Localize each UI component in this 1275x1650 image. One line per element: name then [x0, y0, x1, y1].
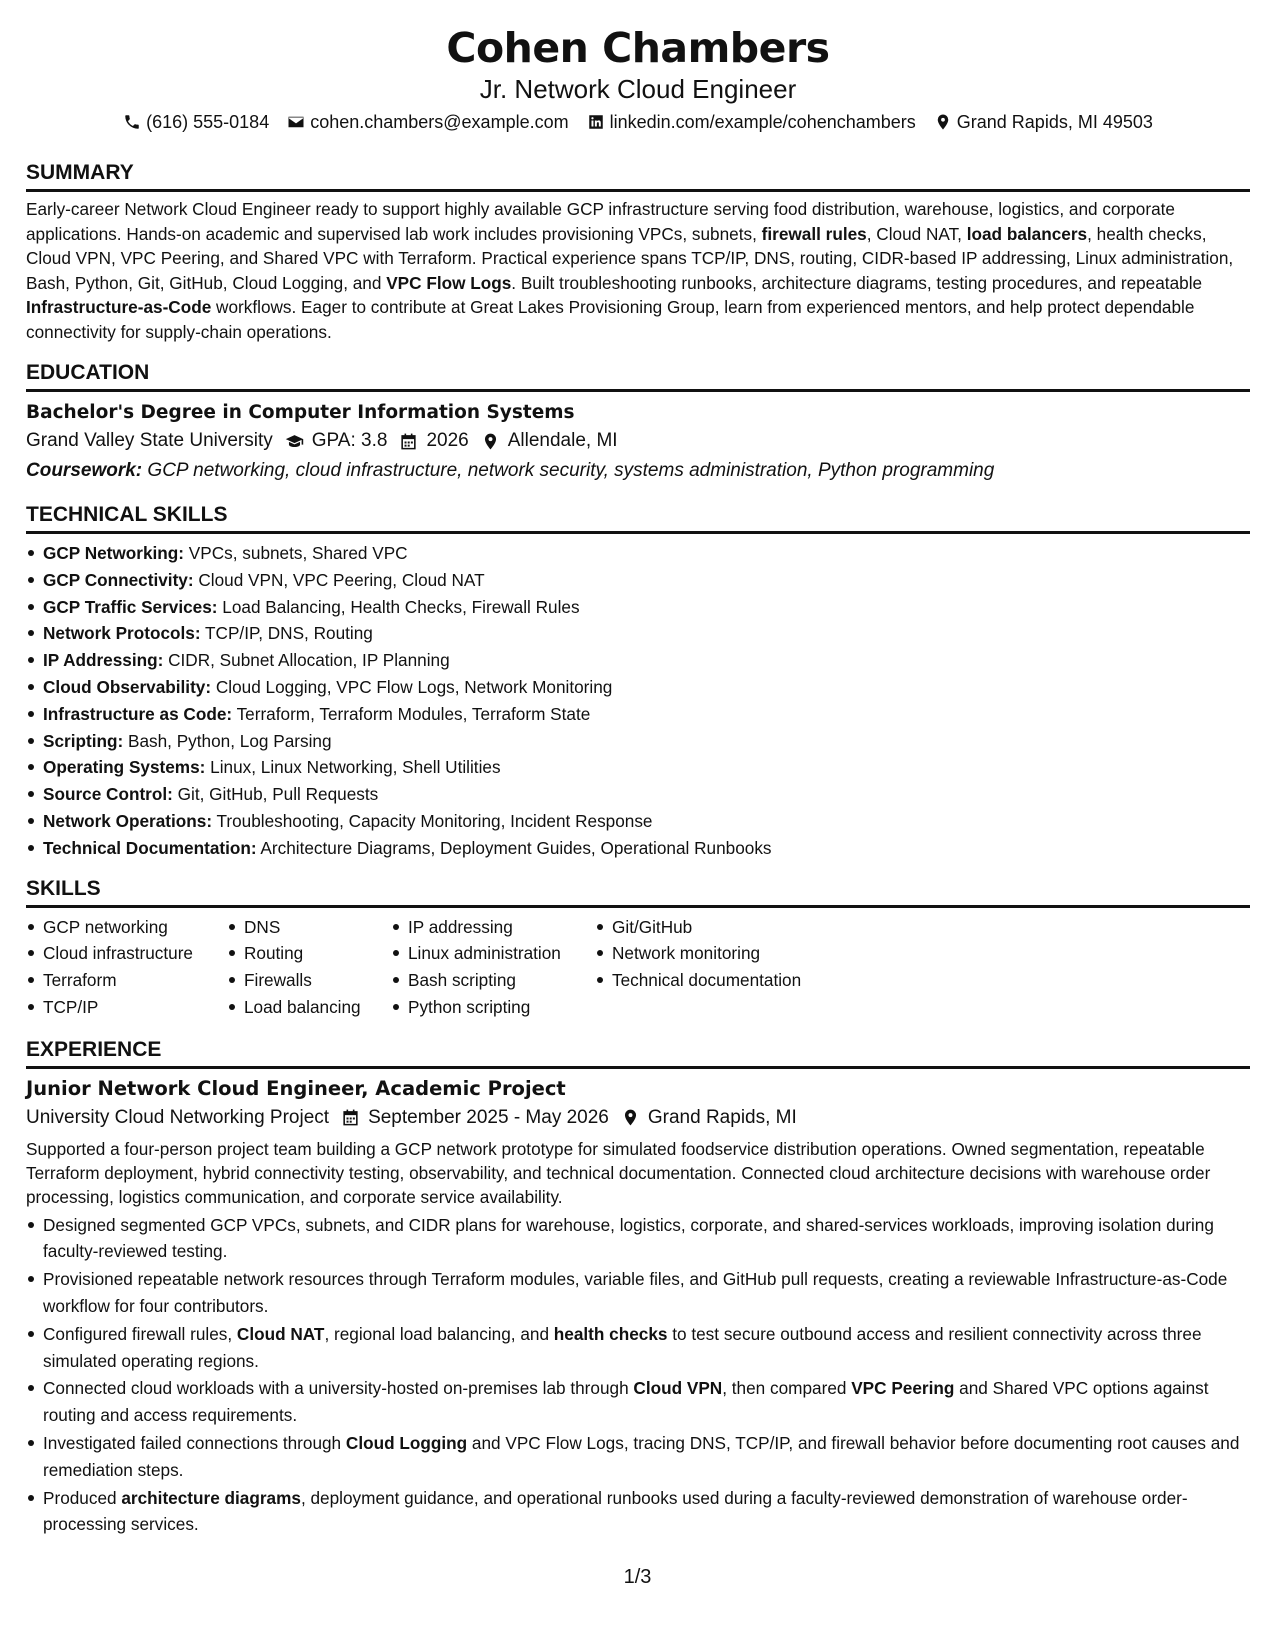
map-pin-icon: [934, 113, 952, 131]
text-run: Provisioned repeatable network resources through Terraform modules, variable files, and GitHub pull requests, creating a reviewable Infrastructure-as-Code workflow for four contributors.: [43, 1269, 1228, 1317]
technical-skill-item: [26, 781, 1250, 808]
education-meta: [26, 426, 1250, 456]
skill-values: Load Balancing, Health Checks, Firewall Rules: [217, 596, 580, 617]
text-run: and VPC Flow Logs, tracing DNS, TCP/IP, and firewall behavior before documenting root causes and remediation steps.: [43, 1433, 1240, 1480]
skills-column: [227, 914, 391, 1021]
emphasis-text: VPC Flow Logs: [386, 272, 512, 293]
emphasis-text: health checks: [553, 1323, 668, 1344]
skill-values: Git, GitHub, Pull Requests: [172, 784, 379, 805]
contact-email[interactable]: [287, 110, 568, 134]
skills-grid: [26, 914, 1250, 1021]
technical-skill-item: [26, 674, 1250, 701]
skill-item: Network monitoring: [595, 940, 835, 967]
contact-linkedin[interactable]: [587, 110, 916, 134]
skill-category: IP Addressing:: [43, 650, 164, 671]
coursework-label: Coursework:: [26, 460, 143, 481]
summary-section: [26, 160, 1250, 344]
map-pin-icon: [481, 432, 500, 451]
skill-values: Bash, Python, Log Parsing: [123, 730, 332, 751]
skill-category: Network Protocols:: [43, 623, 201, 644]
text-run: Connected cloud workloads with a university-hosted on-premises lab through: [43, 1378, 634, 1399]
job-summary: Supported a four-person project team building a GCP network prototype for simulated foodservice distribution operations. Owned segmentation, repeatable Terraform deployment, hybrid connectivity testing, observability, and technical documentation. Connected cloud architecture decisions with warehouse order processing, logistics communication, and corporate service availability.: [26, 1138, 1211, 1208]
technical-skill-item: [26, 728, 1250, 755]
phone-icon: [123, 113, 141, 131]
skill-item: Technical documentation: [595, 967, 835, 994]
job-bullet: [26, 1266, 1250, 1320]
emphasis-text: Cloud Logging: [345, 1433, 468, 1454]
school-name: Grand Valley State University: [26, 430, 273, 451]
skill-category: Scripting:: [43, 730, 124, 751]
skill-category: GCP Traffic Services:: [43, 596, 218, 617]
text-run: , then compared: [722, 1378, 852, 1399]
emphasis-text: architecture diagrams: [121, 1487, 301, 1508]
technical-skill-item: [26, 567, 1250, 594]
job-dates: September 2025 - May 2026: [368, 1106, 609, 1128]
graduation-cap-icon: [285, 432, 304, 451]
emphasis-text: VPC Peering: [851, 1378, 955, 1399]
skill-category: Technical Documentation:: [43, 837, 257, 858]
skill-category: GCP Networking:: [43, 543, 185, 563]
graduation-year: 2026: [426, 430, 469, 451]
skill-item: Git/GitHub: [595, 914, 835, 941]
experience-heading: EXPERIENCE: [26, 1037, 1250, 1069]
resume-page: [26, 22, 1250, 1539]
calendar-icon: [399, 432, 418, 451]
emphasis-text: Cloud NAT: [236, 1323, 325, 1344]
skill-item: Cloud infrastructure: [26, 940, 227, 967]
skills-column: [595, 914, 835, 1021]
contact-phone[interactable]: [123, 110, 269, 134]
coursework: [26, 456, 1250, 486]
linkedin-icon: [587, 113, 605, 131]
text-run: , Cloud NAT,: [866, 223, 967, 244]
job-bullet: [26, 1212, 1250, 1266]
job-meta: [26, 1103, 1250, 1133]
technical-skills-section: [26, 502, 1250, 862]
skill-item: Python scripting: [391, 994, 595, 1021]
emphasis-text: firewall rules: [761, 223, 867, 244]
education-section: [26, 360, 1250, 486]
summary-text: [26, 197, 1250, 344]
skills-heading: SKILLS: [26, 876, 1250, 908]
skill-category: Cloud Observability:: [43, 676, 212, 697]
text-run: Designed segmented GCP VPCs, subnets, and CIDR plans for warehouse, logistics, corporate, and shared-services workloads, improving isolation during faculty-reviewed testing.: [43, 1214, 1214, 1262]
job-bullet: [26, 1375, 1250, 1429]
text-run: workflows. Eager to contribute at Great Lakes Provisioning Group, learn from experienced mentors, and help protect dependable connectivity for supply-chain operations.: [26, 297, 1195, 342]
technical-skill-item: [26, 620, 1250, 647]
text-run: , deployment guidance, and operational runbooks used during a faculty-reviewed demonstration of warehouse order-processing services.: [43, 1487, 1188, 1535]
job-bullet: [26, 1485, 1250, 1539]
job-bullets: [26, 1212, 1250, 1539]
calendar-icon: [341, 1108, 360, 1127]
skill-values: Architecture Diagrams, Deployment Guides, Operational Runbooks: [256, 837, 772, 858]
skill-item: TCP/IP: [26, 994, 227, 1021]
technical-skill-item: [26, 540, 1250, 567]
skill-category: Operating Systems:: [43, 757, 206, 778]
job-org: University Cloud Networking Project: [26, 1106, 330, 1128]
contact-location: [934, 110, 1153, 134]
skill-category: Infrastructure as Code:: [43, 703, 233, 724]
candidate-name: Cohen Chambers: [446, 24, 830, 72]
text-run: to test secure outbound access and resilient connectivity across three simulated operating regions.: [43, 1323, 1202, 1371]
skill-values: CIDR, Subnet Allocation, IP Planning: [163, 650, 450, 671]
skill-values: VPCs, subnets, Shared VPC: [184, 543, 408, 563]
degree-title: Bachelor's Degree in Computer Information Systems: [26, 402, 575, 423]
education-heading: EDUCATION: [26, 360, 1250, 392]
skill-values: Linux, Linux Networking, Shell Utilities: [205, 757, 501, 778]
skill-item: DNS: [227, 914, 391, 941]
envelope-icon: [287, 113, 305, 131]
text-run: Produced: [43, 1487, 122, 1508]
phone-text: (616) 555-0184: [146, 112, 270, 132]
skill-category: Network Operations:: [43, 810, 213, 831]
emphasis-text: load balancers: [966, 223, 1088, 244]
skill-item: Bash scripting: [391, 967, 595, 994]
text-run: . Built troubleshooting runbooks, architecture diagrams, testing procedures, and repeatable: [511, 272, 1203, 293]
gpa-text: GPA: 3.8: [311, 430, 388, 451]
summary-heading: SUMMARY: [26, 160, 1250, 192]
text-run: and Shared VPC options against routing and access requirements.: [43, 1378, 1209, 1426]
skill-item: Load balancing: [227, 994, 391, 1021]
job-bullet: [26, 1430, 1250, 1484]
text-run: , regional load balancing, and: [324, 1323, 554, 1344]
skill-item: Routing: [227, 940, 391, 967]
skill-category: GCP Connectivity:: [43, 569, 194, 590]
technical-skills-heading: TECHNICAL SKILLS: [26, 502, 1250, 534]
skill-values: Cloud Logging, VPC Flow Logs, Network Monitoring: [211, 676, 613, 697]
skills-column: [26, 914, 227, 1021]
candidate-role: Jr. Network Cloud Engineer: [479, 74, 797, 104]
skill-values: TCP/IP, DNS, Routing: [200, 623, 373, 644]
skill-item: Terraform: [26, 967, 227, 994]
experience-section: [26, 1037, 1250, 1538]
text-run: , health checks, Cloud VPN, VPC Peering, and Shared VPC with Terraform. Practical experience spans TCP/IP, DNS, routing, CIDR-based IP addressing, Linux administration, Bash, Python, Git, GitHub, Cloud Logging, and: [26, 223, 1234, 293]
school-location: Allendale, MI: [507, 430, 618, 451]
text-run: Early-career Network Cloud Engineer ready to support highly available GCP infrastructure serving food distribution, warehouse, logistics, and corporate applications. Hands-on academic and supervised lab work includes provisioning VPCs, subnets,: [26, 199, 1175, 244]
location-text: Grand Rapids, MI 49503: [956, 112, 1153, 132]
skill-values: Cloud VPN, VPC Peering, Cloud NAT: [193, 569, 485, 590]
emphasis-text: Infrastructure-as-Code: [26, 297, 212, 317]
skill-values: Troubleshooting, Capacity Monitoring, Incident Response: [212, 810, 653, 831]
text-run: Configured firewall rules,: [43, 1323, 237, 1344]
technical-skill-item: [26, 808, 1250, 835]
linkedin-text: linkedin.com/example/cohenchambers: [609, 112, 916, 132]
technical-skill-item: [26, 835, 1250, 862]
technical-skill-item: [26, 754, 1250, 781]
technical-skill-item: [26, 647, 1250, 674]
technical-skill-item: [26, 594, 1250, 621]
technical-skills-list: [26, 540, 1250, 862]
skill-item: Firewalls: [227, 967, 391, 994]
skill-category: Source Control:: [43, 784, 173, 805]
map-pin-icon: [621, 1108, 640, 1127]
skill-item: Linux administration: [391, 940, 595, 967]
contact-bar: [26, 110, 1250, 134]
skills-column: [391, 914, 595, 1021]
email-text: cohen.chambers@example.com: [310, 112, 569, 132]
job-location: Grand Rapids, MI: [647, 1106, 797, 1128]
job-title: Junior Network Cloud Engineer, Academic Project: [26, 1076, 566, 1100]
text-run: Investigated failed connections through: [43, 1433, 346, 1454]
emphasis-text: Cloud VPN: [633, 1378, 723, 1399]
skill-values: Terraform, Terraform Modules, Terraform State: [232, 703, 591, 724]
technical-skill-item: [26, 701, 1250, 728]
skill-item: GCP networking: [26, 914, 227, 941]
job-bullet: [26, 1321, 1250, 1375]
page-number: 1/3: [623, 1566, 652, 1588]
skills-section: [26, 876, 1250, 1021]
coursework-text: GCP networking, cloud infrastructure, network security, systems administration, Python programming: [142, 460, 995, 481]
skill-item: IP addressing: [391, 914, 595, 941]
